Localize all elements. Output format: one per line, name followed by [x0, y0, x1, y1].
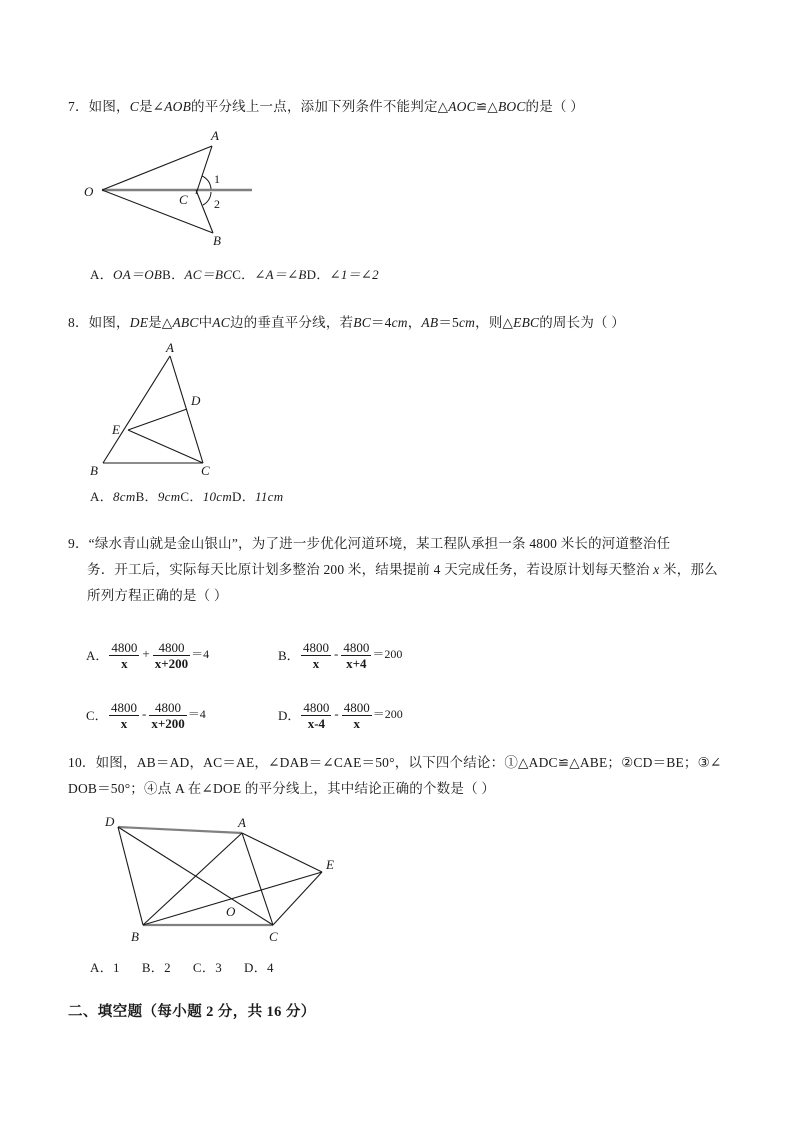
option-a-label[interactable]: A． — [86, 647, 109, 663]
option-d-label[interactable]: D． — [278, 707, 301, 723]
option-a-label[interactable]: A． — [90, 489, 113, 504]
question-9-option-b[interactable] — [278, 640, 402, 671]
option-c-text[interactable]: ∠A＝∠B — [254, 267, 307, 282]
label-angle-1: 1 — [214, 172, 220, 186]
question-10-line-2: DOB＝50°；④点 A 在∠DOE 的平分线上，其中结论正确的个数是（ ） — [68, 781, 496, 796]
question-9-stem — [68, 531, 740, 609]
segment-AC — [242, 833, 273, 925]
label-E: E — [112, 422, 120, 437]
option-b-label[interactable]: B． — [162, 267, 185, 282]
option-a-text[interactable]: 8cm — [113, 489, 136, 504]
label-B: B — [90, 463, 98, 478]
option-b-label[interactable]: B． — [141, 960, 165, 975]
angle-bisector-diagram — [80, 128, 370, 258]
label-B: B — [131, 929, 139, 944]
segment-OA — [102, 146, 212, 190]
question-10-stem — [68, 750, 740, 802]
option-d-text[interactable]: 4 — [267, 960, 274, 975]
label-E: E — [326, 857, 334, 872]
segment-OB — [102, 190, 213, 233]
equals-value: ＝4 — [187, 707, 206, 722]
question-10-options — [90, 958, 274, 978]
question-7-options — [90, 265, 379, 285]
label-O: O — [84, 184, 94, 199]
operator: + — [142, 646, 150, 662]
question-8-number: 8． — [68, 315, 89, 330]
fraction-1: $\frac{4800}{x}$ — [111, 640, 138, 671]
operator: - — [334, 706, 339, 722]
label-C: C — [269, 929, 278, 944]
option-a-text[interactable]: 1 — [113, 960, 120, 975]
segment-AB — [103, 356, 170, 463]
segment-DB — [118, 827, 143, 925]
question-8-figure — [88, 342, 328, 480]
question-7-text: 7．如图，C是∠AOB的平分线上一点，添加下列条件不能判定△AOC≌△BOC的是（ ） — [68, 99, 584, 114]
label-angle-2: 2 — [214, 197, 220, 211]
option-c-label[interactable]: C． — [232, 267, 255, 282]
equals-value: ＝200 — [372, 647, 403, 662]
option-a-label[interactable]: A． — [90, 267, 113, 282]
question-7-figure — [80, 128, 370, 258]
label-O: O — [226, 904, 236, 919]
fraction-2: $\frac{4800}{x+200}$ — [154, 640, 189, 671]
segment-AC — [196, 146, 212, 194]
segment-DA — [118, 827, 242, 833]
label-A: A — [166, 342, 174, 355]
segment-AE — [242, 833, 322, 872]
triangle-bisector-diagram — [88, 342, 328, 480]
option-d-text[interactable]: 11cm — [255, 489, 284, 504]
segment-EC — [128, 430, 203, 463]
question-7-stem — [68, 94, 740, 120]
fraction-1: $\frac{4800}{x}$ — [303, 640, 329, 671]
label-D: D — [105, 814, 115, 829]
question-9-line-3: 所列方程正确的是（ ） — [87, 588, 228, 603]
option-a-text[interactable]: OA＝OB — [113, 267, 163, 282]
option-d-label[interactable]: D． — [306, 267, 330, 282]
question-9-option-d[interactable] — [278, 700, 403, 731]
segment-ED — [128, 409, 187, 430]
option-c-label[interactable]: C． — [180, 489, 203, 504]
question-9-number: 9． — [68, 536, 89, 551]
equals-value: ＝4 — [191, 647, 210, 662]
question-10-line-1: 10．如图，AB＝AD，AC＝AE，∠DAB＝∠CAE＝50°，以下四个结论：①△ADC≌△ABE；②CD＝BE；③∠ — [68, 755, 722, 770]
option-b-text[interactable]: 9cm — [157, 489, 181, 504]
option-b-text[interactable]: 2 — [164, 960, 171, 975]
question-9-line-2: 务．开工后，实际每天比原计划多整治 200 米，结果提前 4 天完成任务，若设原计划每天整治 x 米，那么 — [87, 562, 718, 577]
option-c-text[interactable]: 10cm — [202, 489, 233, 504]
question-9-line-1: 9．“绿水青山就是金山银山”，为了进一步优化河道环境，某工程队承担一条 4800 米长的河道整治任 — [68, 536, 671, 551]
option-d-text[interactable]: ∠1＝∠2 — [329, 267, 379, 282]
angle-arc-2 — [203, 192, 211, 205]
fraction-2: $\frac{4800}{x+200}$ — [151, 700, 185, 731]
question-10-figure — [95, 810, 355, 950]
question-7-number: 7． — [68, 99, 89, 114]
option-c-label[interactable]: C． — [86, 707, 108, 723]
label-D: D — [191, 393, 201, 408]
fraction-1: $\frac{4800}{x}$ — [111, 700, 137, 731]
label-B: B — [213, 233, 221, 248]
question-8-text: 8．如图，DE是△ABC中AC边的垂直平分线，若BC＝4cm，AB＝5cm，则△EBC的周长为（ ） — [68, 315, 626, 330]
label-C: C — [201, 463, 210, 478]
operator: - — [334, 646, 339, 662]
operator: - — [142, 706, 147, 722]
option-c-text[interactable]: 3 — [215, 960, 222, 975]
option-b-label[interactable]: B． — [135, 489, 158, 504]
label-A: A — [238, 815, 246, 830]
question-8-stem — [68, 310, 740, 336]
question-9-option-a[interactable] — [86, 640, 209, 671]
section-heading-fill-in-blanks: 二、填空题（每小题 2 分，共 16 分） — [68, 1004, 316, 1020]
question-9-option-c[interactable] — [86, 700, 206, 731]
label-C: C — [179, 192, 188, 207]
angle-arc-1 — [202, 176, 211, 189]
fraction-1: $\frac{4800}{x-4}$ — [303, 700, 330, 731]
option-d-label[interactable]: D． — [244, 960, 267, 975]
segment-CE — [273, 872, 322, 925]
option-d-label[interactable]: D． — [232, 489, 256, 504]
option-b-text[interactable]: AC＝BC — [184, 267, 233, 282]
option-c-label[interactable]: C． — [192, 960, 216, 975]
label-A: A — [211, 128, 219, 143]
fraction-2: $\frac{4800}{x}$ — [343, 700, 370, 731]
option-a-label[interactable]: A． — [90, 960, 113, 975]
congruent-triangles-diagram — [95, 810, 355, 950]
option-b-label[interactable]: B． — [278, 647, 300, 663]
question-10-number: 10． — [68, 755, 96, 770]
question-8-options — [90, 487, 283, 507]
equals-value: ＝200 — [372, 707, 403, 722]
fraction-2: $\frac{4800}{x+4}$ — [343, 640, 370, 671]
